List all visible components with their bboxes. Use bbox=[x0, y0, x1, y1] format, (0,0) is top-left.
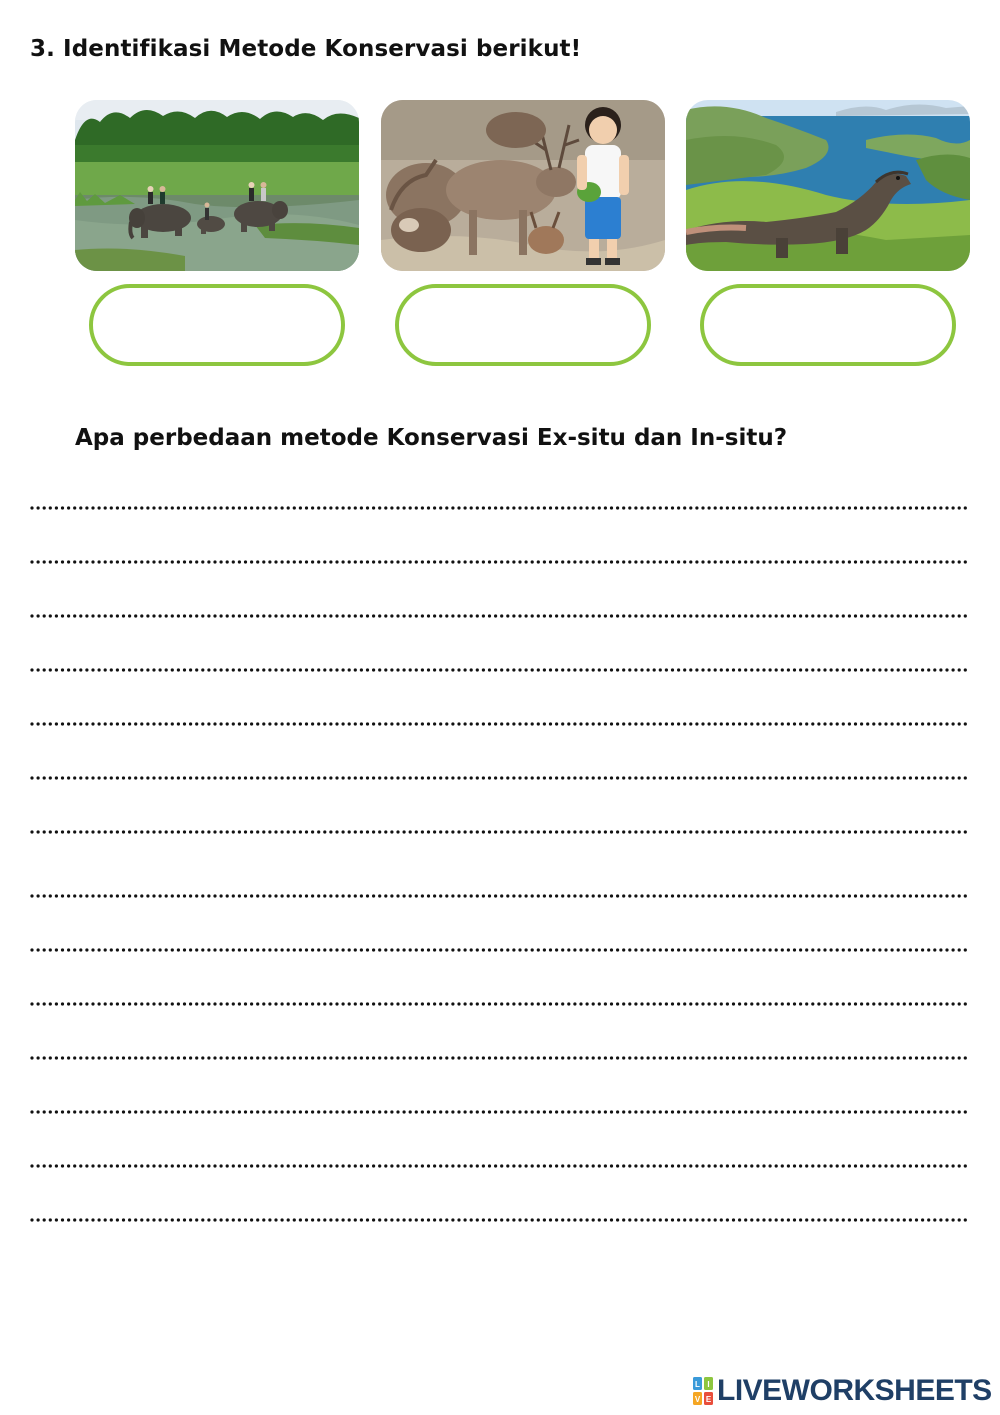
komodo-dragon-photo bbox=[686, 100, 970, 271]
liveworksheets-logo bbox=[693, 1375, 992, 1407]
answer-line[interactable] bbox=[30, 1049, 970, 1067]
liveworksheets-logo-icon bbox=[693, 1377, 713, 1405]
answer-line[interactable] bbox=[30, 553, 970, 571]
logo-mark-letter: I bbox=[707, 1380, 710, 1389]
answer-box-3[interactable] bbox=[700, 284, 956, 366]
answer-box-1[interactable] bbox=[89, 284, 345, 366]
question-3-title: 3. Identifikasi Metode Konservasi berikut! bbox=[30, 36, 582, 62]
logo-mark-letter: L bbox=[695, 1380, 700, 1389]
answer-line[interactable] bbox=[30, 941, 970, 959]
answer-line[interactable] bbox=[30, 661, 970, 679]
answer-line[interactable] bbox=[30, 887, 970, 905]
answer-line[interactable] bbox=[30, 769, 970, 787]
answer-line[interactable] bbox=[30, 1211, 970, 1229]
answer-line[interactable] bbox=[30, 995, 970, 1013]
answer-box-2[interactable] bbox=[395, 284, 651, 366]
logo-text: LIVEWORKSHEETS bbox=[717, 1374, 992, 1407]
question-text: Apa perbedaan metode Konservasi Ex-situ dan In-situ? bbox=[75, 425, 788, 451]
child-feeding-deer-photo bbox=[381, 100, 665, 271]
answer-line[interactable] bbox=[30, 1103, 970, 1121]
answer-line[interactable] bbox=[30, 607, 970, 625]
logo-mark-letter: V bbox=[694, 1395, 701, 1404]
elephants-wetland-photo bbox=[75, 100, 359, 271]
answer-line[interactable] bbox=[30, 715, 970, 733]
answer-line[interactable] bbox=[30, 499, 970, 517]
logo-mark-letter: E bbox=[705, 1395, 712, 1404]
answer-line[interactable] bbox=[30, 823, 970, 841]
answer-line[interactable] bbox=[30, 1157, 970, 1175]
